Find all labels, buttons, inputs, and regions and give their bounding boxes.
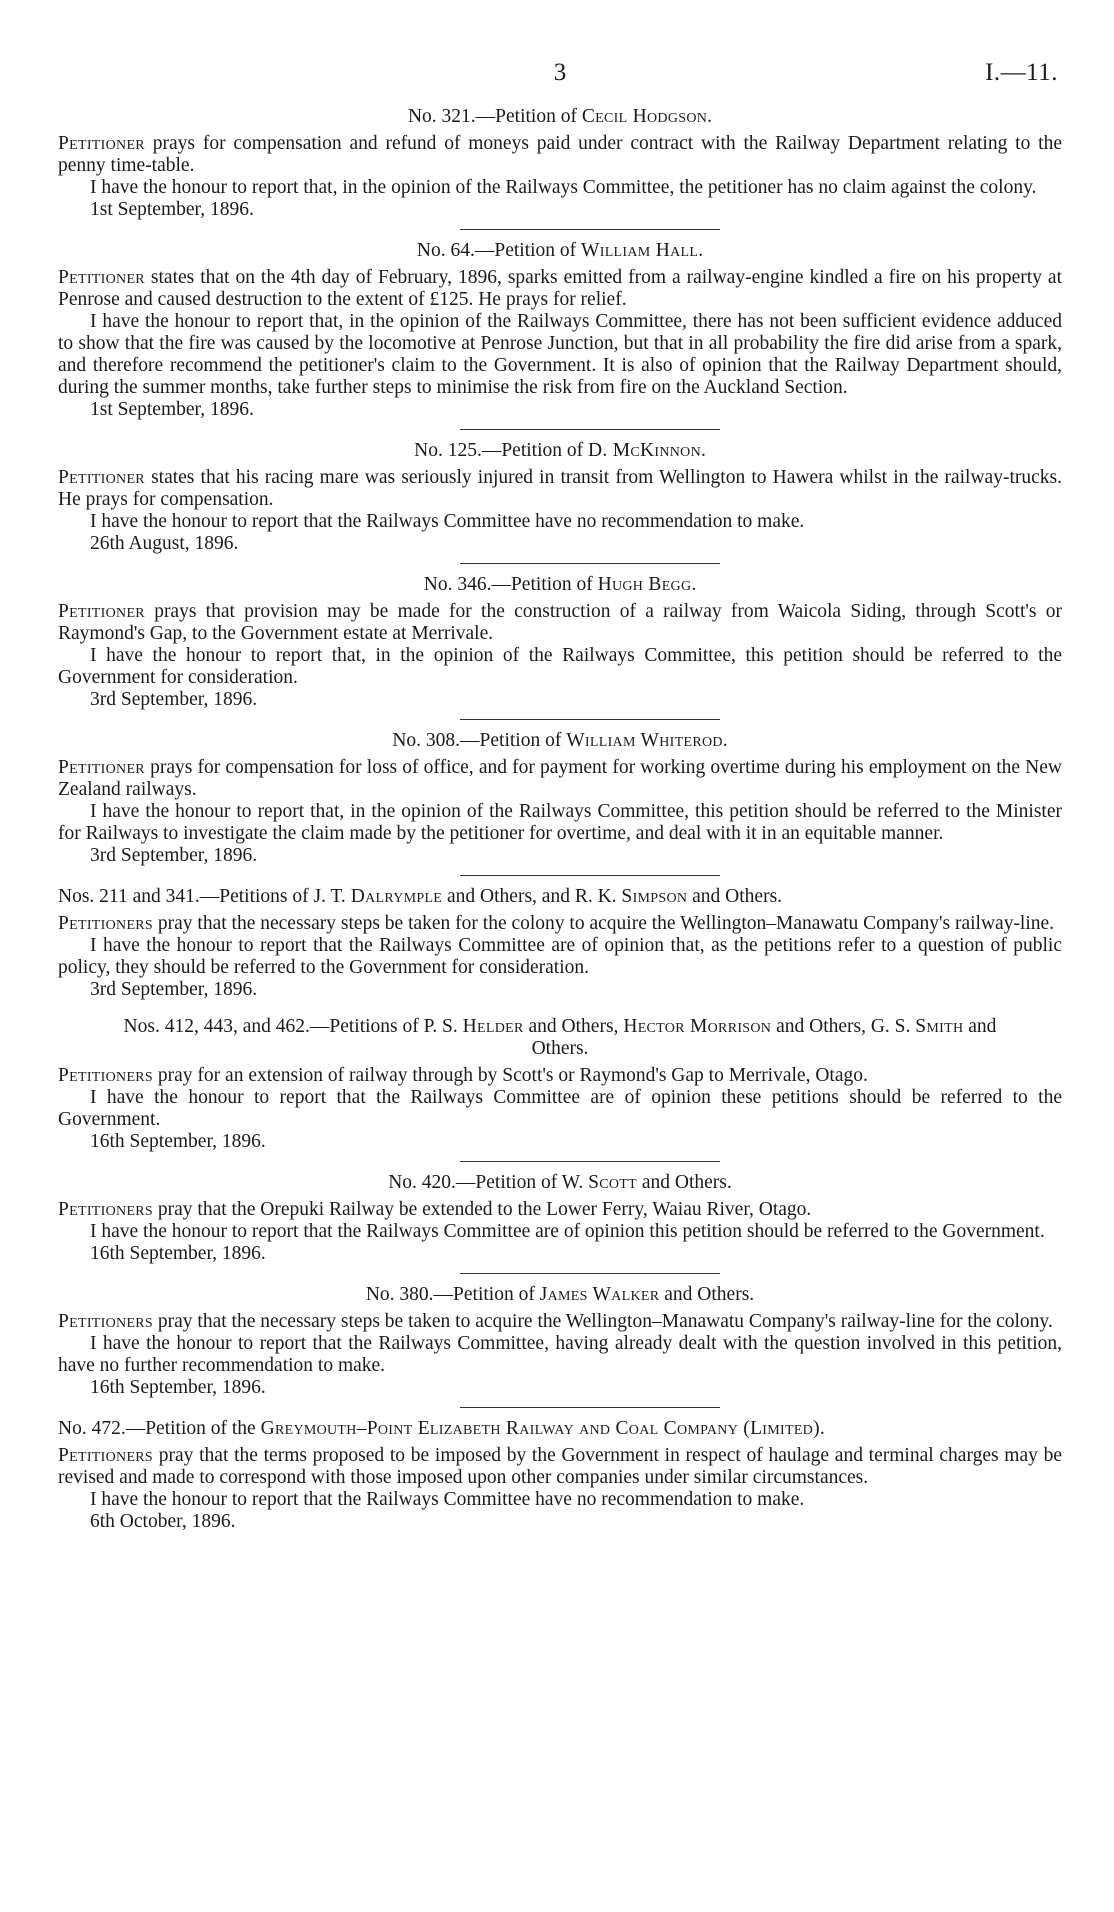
petitioner-name: William Whiterod (566, 730, 723, 751)
petition-statement (58, 757, 1062, 801)
report-date: 3rd September, 1896. (90, 689, 258, 710)
statement-text: pray that the necessary steps be taken for the colony to acquire the Wellington–Manawatu Company's railway-line. (153, 913, 1055, 934)
petition-statement (58, 1311, 1062, 1333)
title-suffix: and Others. (687, 886, 783, 907)
petitioner-name: Cecil Hodgson (581, 106, 708, 127)
statement-text: pray that the Orepuki Railway be extended to the Lower Ferry, Waiau River, Otago. (153, 1199, 812, 1220)
petition-title (58, 1016, 1062, 1060)
report-date: 3rd September, 1896. (90, 845, 258, 866)
petitioner-name: William Hall (581, 240, 699, 261)
statement-text: pray that the necessary steps be taken to acquire the Wellington–Manawatu Company's railway-line for the colony. (153, 1311, 1053, 1332)
section-divider (460, 875, 720, 876)
title-prefix: No. 64.—Petition of (416, 240, 582, 261)
petition-statement (58, 467, 1062, 511)
petition-346 (58, 574, 1062, 711)
report-date: 1st September, 1896. (90, 399, 254, 420)
committee-report: I have the honour to report that the Railways Committee have no recommendation to make. (90, 1489, 805, 1510)
report-date: 16th September, 1896. (90, 1243, 266, 1264)
petitioner-name: James Walker (539, 1284, 660, 1305)
petition-title (58, 106, 1062, 128)
title-suffix: . (707, 106, 713, 127)
committee-report: I have the honour to report that, in the opinion of the Railways Committee, this petition should be referred to the Government for consideration. (58, 645, 1062, 688)
section-divider (460, 563, 720, 564)
committee-report: I have the honour to report that, in the opinion of the Railways Committee, there has not been sufficient evidence adduced to show that the fire was caused by the locomotive at Penrose Junction, but that in all probability the fire did arise from a spark, and therefore recommend the petitioner's claim to the Government. It is also of opinion that the Railway Department should, during the summer months, take further steps to minimise the risk from fire on the Auckland Section. (58, 311, 1062, 398)
title-suffix: and Others. (637, 1172, 732, 1193)
title-prefix: No. 472.—Petition of the (58, 1418, 261, 1439)
report-date: 3rd September, 1896. (90, 979, 258, 1000)
committee-report: I have the honour to report that the Railways Committee have no recommendation to make. (90, 511, 805, 532)
petition-211-341 (58, 886, 1062, 1001)
petitioner-name-3: Smith (915, 1016, 964, 1037)
title-prefix: No. 321.—Petition of (407, 106, 582, 127)
title-prefix: No. 125.—Petition of (414, 440, 588, 461)
petition-statement (58, 133, 1062, 177)
petitioner-name: Dalrymple (350, 886, 443, 907)
committee-report: I have the honour to report that the Railways Committee are of opinion this petition should be referred to the Government. (90, 1221, 1045, 1242)
title-suffix: and Others. (531, 1016, 997, 1059)
petitioner-name: Greymouth–Point Elizabeth Railway and Coal Company (Limited) (260, 1418, 820, 1439)
report-date: 16th September, 1896. (90, 1377, 266, 1398)
petition-412-443-462 (58, 1016, 1062, 1153)
title-prefix: No. 380.—Petition of (365, 1284, 540, 1305)
petition-title (58, 440, 1062, 462)
title-middle: and Others, (523, 1016, 624, 1037)
statement-text: pray for an extension of railway through by Scott's or Raymond's Gap to Merrivale, Otago. (153, 1065, 868, 1086)
petition-statement (58, 1445, 1062, 1489)
petition-420 (58, 1172, 1062, 1265)
title-middle: and Others, and R. K. (442, 886, 622, 907)
petitioner-lead: Petitioners (58, 1065, 154, 1086)
section-divider (460, 1273, 720, 1274)
title-prefix: Nos. 412, 443, and 462.—Petitions of P. S. (123, 1016, 463, 1037)
petitioner-lead: Petitioner (58, 467, 145, 488)
statement-text: prays for compensation and refund of moneys paid under contract with the Railway Department relating to the penny time-table. (58, 133, 1062, 176)
petition-title (58, 1172, 1062, 1194)
title-suffix: . (698, 240, 704, 261)
petitioner-lead: Petitioner (58, 133, 145, 154)
committee-report: I have the honour to report that, in the opinion of the Railways Committee, the petitioner has no claim against the colony. (90, 177, 1037, 198)
section-divider (460, 229, 720, 230)
committee-report: I have the honour to report that the Railways Committee, having already dealt with the question involved in this petition, have no further recommendation to make. (58, 1333, 1062, 1376)
statement-text: pray that the terms proposed to be imposed by the Government in respect of haulage and terminal charges may be revised and made to correspond with those imposed upon other companies under similar circumstances. (58, 1445, 1062, 1488)
petition-statement (58, 267, 1062, 311)
committee-report: I have the honour to report that the Railways Committee are of opinion that, as the petitions refer to a question of public policy, they should be referred to the Government for consideration. (58, 935, 1062, 978)
petition-statement (58, 1199, 1062, 1221)
title-prefix: No. 420.—Petition of W. (388, 1172, 589, 1193)
petitioner-name-2: Simpson (621, 886, 688, 907)
statement-text: states that on the 4th day of February, 1896, sparks emitted from a railway-engine kindled a fire on his property at Penrose and caused destruction to the extent of £125. He prays for relief. (58, 267, 1062, 310)
petition-title (58, 574, 1062, 596)
committee-report: I have the honour to report that, in the opinion of the Railways Committee, this petition should be referred to the Minister for Railways to investigate the claim made by the petitioner for overtime, and deal with it in an equitable manner. (58, 801, 1062, 844)
petition-title (58, 1284, 1062, 1306)
petitioner-name: Scott (588, 1172, 637, 1193)
page-number: 3 (553, 59, 567, 86)
petitioner-lead: Petitioners (58, 913, 154, 934)
petition-statement (58, 601, 1062, 645)
title-suffix: and Others. (659, 1284, 755, 1305)
petitioner-lead: Petitioners (58, 1445, 154, 1466)
petitioner-lead: Petitioners (58, 1199, 154, 1220)
title-suffix: . (819, 1418, 825, 1439)
title-suffix: . (701, 440, 706, 461)
petitioner-lead: Petitioners (58, 1311, 154, 1332)
title-suffix: . (691, 574, 697, 595)
report-date: 6th October, 1896. (90, 1511, 236, 1532)
statement-text: prays for compensation for loss of office, and for payment for working overtime during his employment on the New Zealand railways. (58, 757, 1062, 800)
title-suffix: . (722, 730, 728, 751)
petitioner-lead: Petitioner (58, 267, 145, 288)
petitioner-name: Hugh Begg (597, 574, 692, 595)
page-header (58, 58, 1062, 92)
title-prefix: No. 308.—Petition of (392, 730, 567, 751)
title-middle-2: and Others, G. S. (771, 1016, 916, 1037)
petition-472 (58, 1418, 1062, 1533)
section-divider (460, 429, 720, 430)
report-date: 26th August, 1896. (90, 533, 239, 554)
petition-title (58, 240, 1062, 262)
petition-title (58, 886, 1062, 908)
petition-321 (58, 106, 1062, 221)
document-reference: I.—11. (985, 59, 1058, 86)
petition-380 (58, 1284, 1062, 1399)
petition-title (58, 730, 1062, 752)
petition-statement (58, 1065, 1062, 1087)
petitioner-name: Helder (462, 1016, 524, 1037)
petitioner-lead: Petitioner (58, 601, 145, 622)
report-date: 16th September, 1896. (90, 1131, 266, 1152)
statement-text: prays that provision may be made for the construction of a railway from Waicola Siding, through Scott's or Raymond's Gap, to the Government estate at Merrivale. (58, 601, 1062, 644)
committee-report: I have the honour to report that the Railways Committee are of opinion these petitions should be referred to the Government. (58, 1087, 1062, 1130)
statement-text: states that his racing mare was seriously injured in transit from Wellington to Hawera whilst in the railway-trucks. He prays for compensation. (58, 467, 1062, 510)
petition-125 (58, 440, 1062, 555)
title-prefix: Nos. 211 and 341.—Petitions of J. T. (58, 886, 351, 907)
petitioner-name: D. McKinnon (588, 440, 701, 461)
petition-title (58, 1418, 1062, 1440)
report-date: 1st September, 1896. (90, 199, 254, 220)
section-divider (460, 719, 720, 720)
petitioner-name-2: Hector Morrison (623, 1016, 772, 1037)
petition-308 (58, 730, 1062, 867)
petition-statement (58, 913, 1062, 935)
section-divider (460, 1407, 720, 1408)
section-divider (460, 1161, 720, 1162)
petitioner-lead: Petitioner (58, 757, 145, 778)
petition-64 (58, 240, 1062, 421)
title-prefix: No. 346.—Petition of (423, 574, 598, 595)
